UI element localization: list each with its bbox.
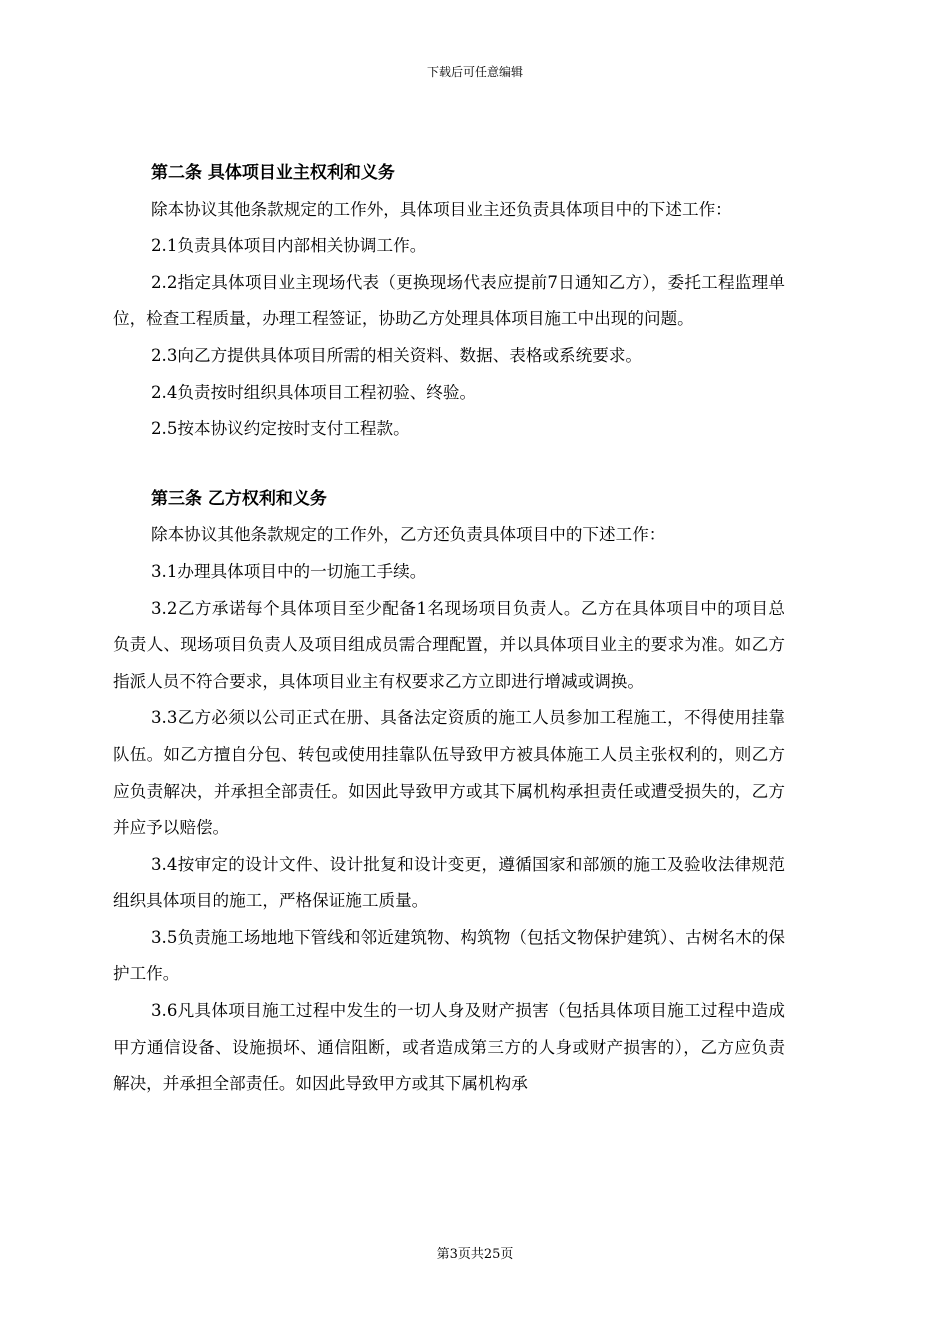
article-3-intro: 除本协议其他条款规定的工作外，乙方还负责具体项目中的下述工作： <box>151 525 666 545</box>
clause-3-3: 3.3乙方必须以公司正式在册、具备法定资质的施工人员参加工程施工，不得使用挂靠队伍。如乙方擅自分包、转包或使用挂靠队伍导致甲方被具体施工人员主张权利的，则乙方应负责解决，并承担全部责任。如因此导致甲方或其下属机构承担责任或遭受损失的，乙方并应予以赔偿。 <box>113 708 785 838</box>
article-3-section <box>113 481 785 1103</box>
clause-3-1: 3.1办理具体项目中的一切施工手续。 <box>151 561 427 581</box>
document-body <box>113 155 785 1103</box>
clause-3-2: 3.2乙方承诺每个具体项目至少配备1名现场项目负责人。乙方在具体项目中的项目总负责人、现场项目负责人及项目组成员需合理配置，并以具体项目业主的要求为准。如乙方指派人员不符合要求，具体项目业主有权要求乙方立即进行增减或调换。 <box>113 598 785 691</box>
clause-2-2: 2.2指定具体项目业主现场代表（更换现场代表应提前7日通知乙方），委托工程监理单位，检查工程质量，办理工程签证，协助乙方处理具体项目施工中出现的问题。 <box>113 272 785 329</box>
clause-3-4: 3.4按审定的设计文件、设计批复和设计变更，遵循国家和部颁的施工及验收法律规范组织具体项目的施工，严格保证施工质量。 <box>113 854 785 911</box>
clause-2-5: 2.5按本协议约定按时支付工程款。 <box>151 419 410 439</box>
page-header: 下载后可任意编辑 <box>426 65 523 79</box>
article-2-section <box>113 155 785 448</box>
clause-3-6: 3.6凡具体项目施工过程中发生的一切人身及财产损害（包括具体项目施工过程中造成甲方通信设备、设施损坏、通信阻断，或者造成第三方的人身或财产损害的），乙方应负责解决，并承担全部责任。如因此导致甲方或其下属机构承 <box>113 1001 785 1094</box>
clause-2-1: 2.1负责具体项目内部相关协调工作。 <box>151 236 427 256</box>
clause-3-5: 3.5负责施工场地地下管线和邻近建筑物、构筑物（包括文物保护建筑）、古树名木的保护工作。 <box>113 927 785 984</box>
clause-2-4: 2.4负责按时组织具体项目工程初验、终验。 <box>151 382 477 402</box>
clause-2-3: 2.3向乙方提供具体项目所需的相关资料、数据、表格或系统要求。 <box>151 345 643 365</box>
article-2-intro: 除本协议其他条款规定的工作外，具体项目业主还负责具体项目中的下述工作： <box>151 199 732 219</box>
article-2-heading: 第二条 具体项目业主权利和义务 <box>151 163 395 183</box>
article-3-heading: 第三条 乙方权利和义务 <box>151 488 327 509</box>
page-footer: 第3页共25页 <box>436 1247 514 1262</box>
